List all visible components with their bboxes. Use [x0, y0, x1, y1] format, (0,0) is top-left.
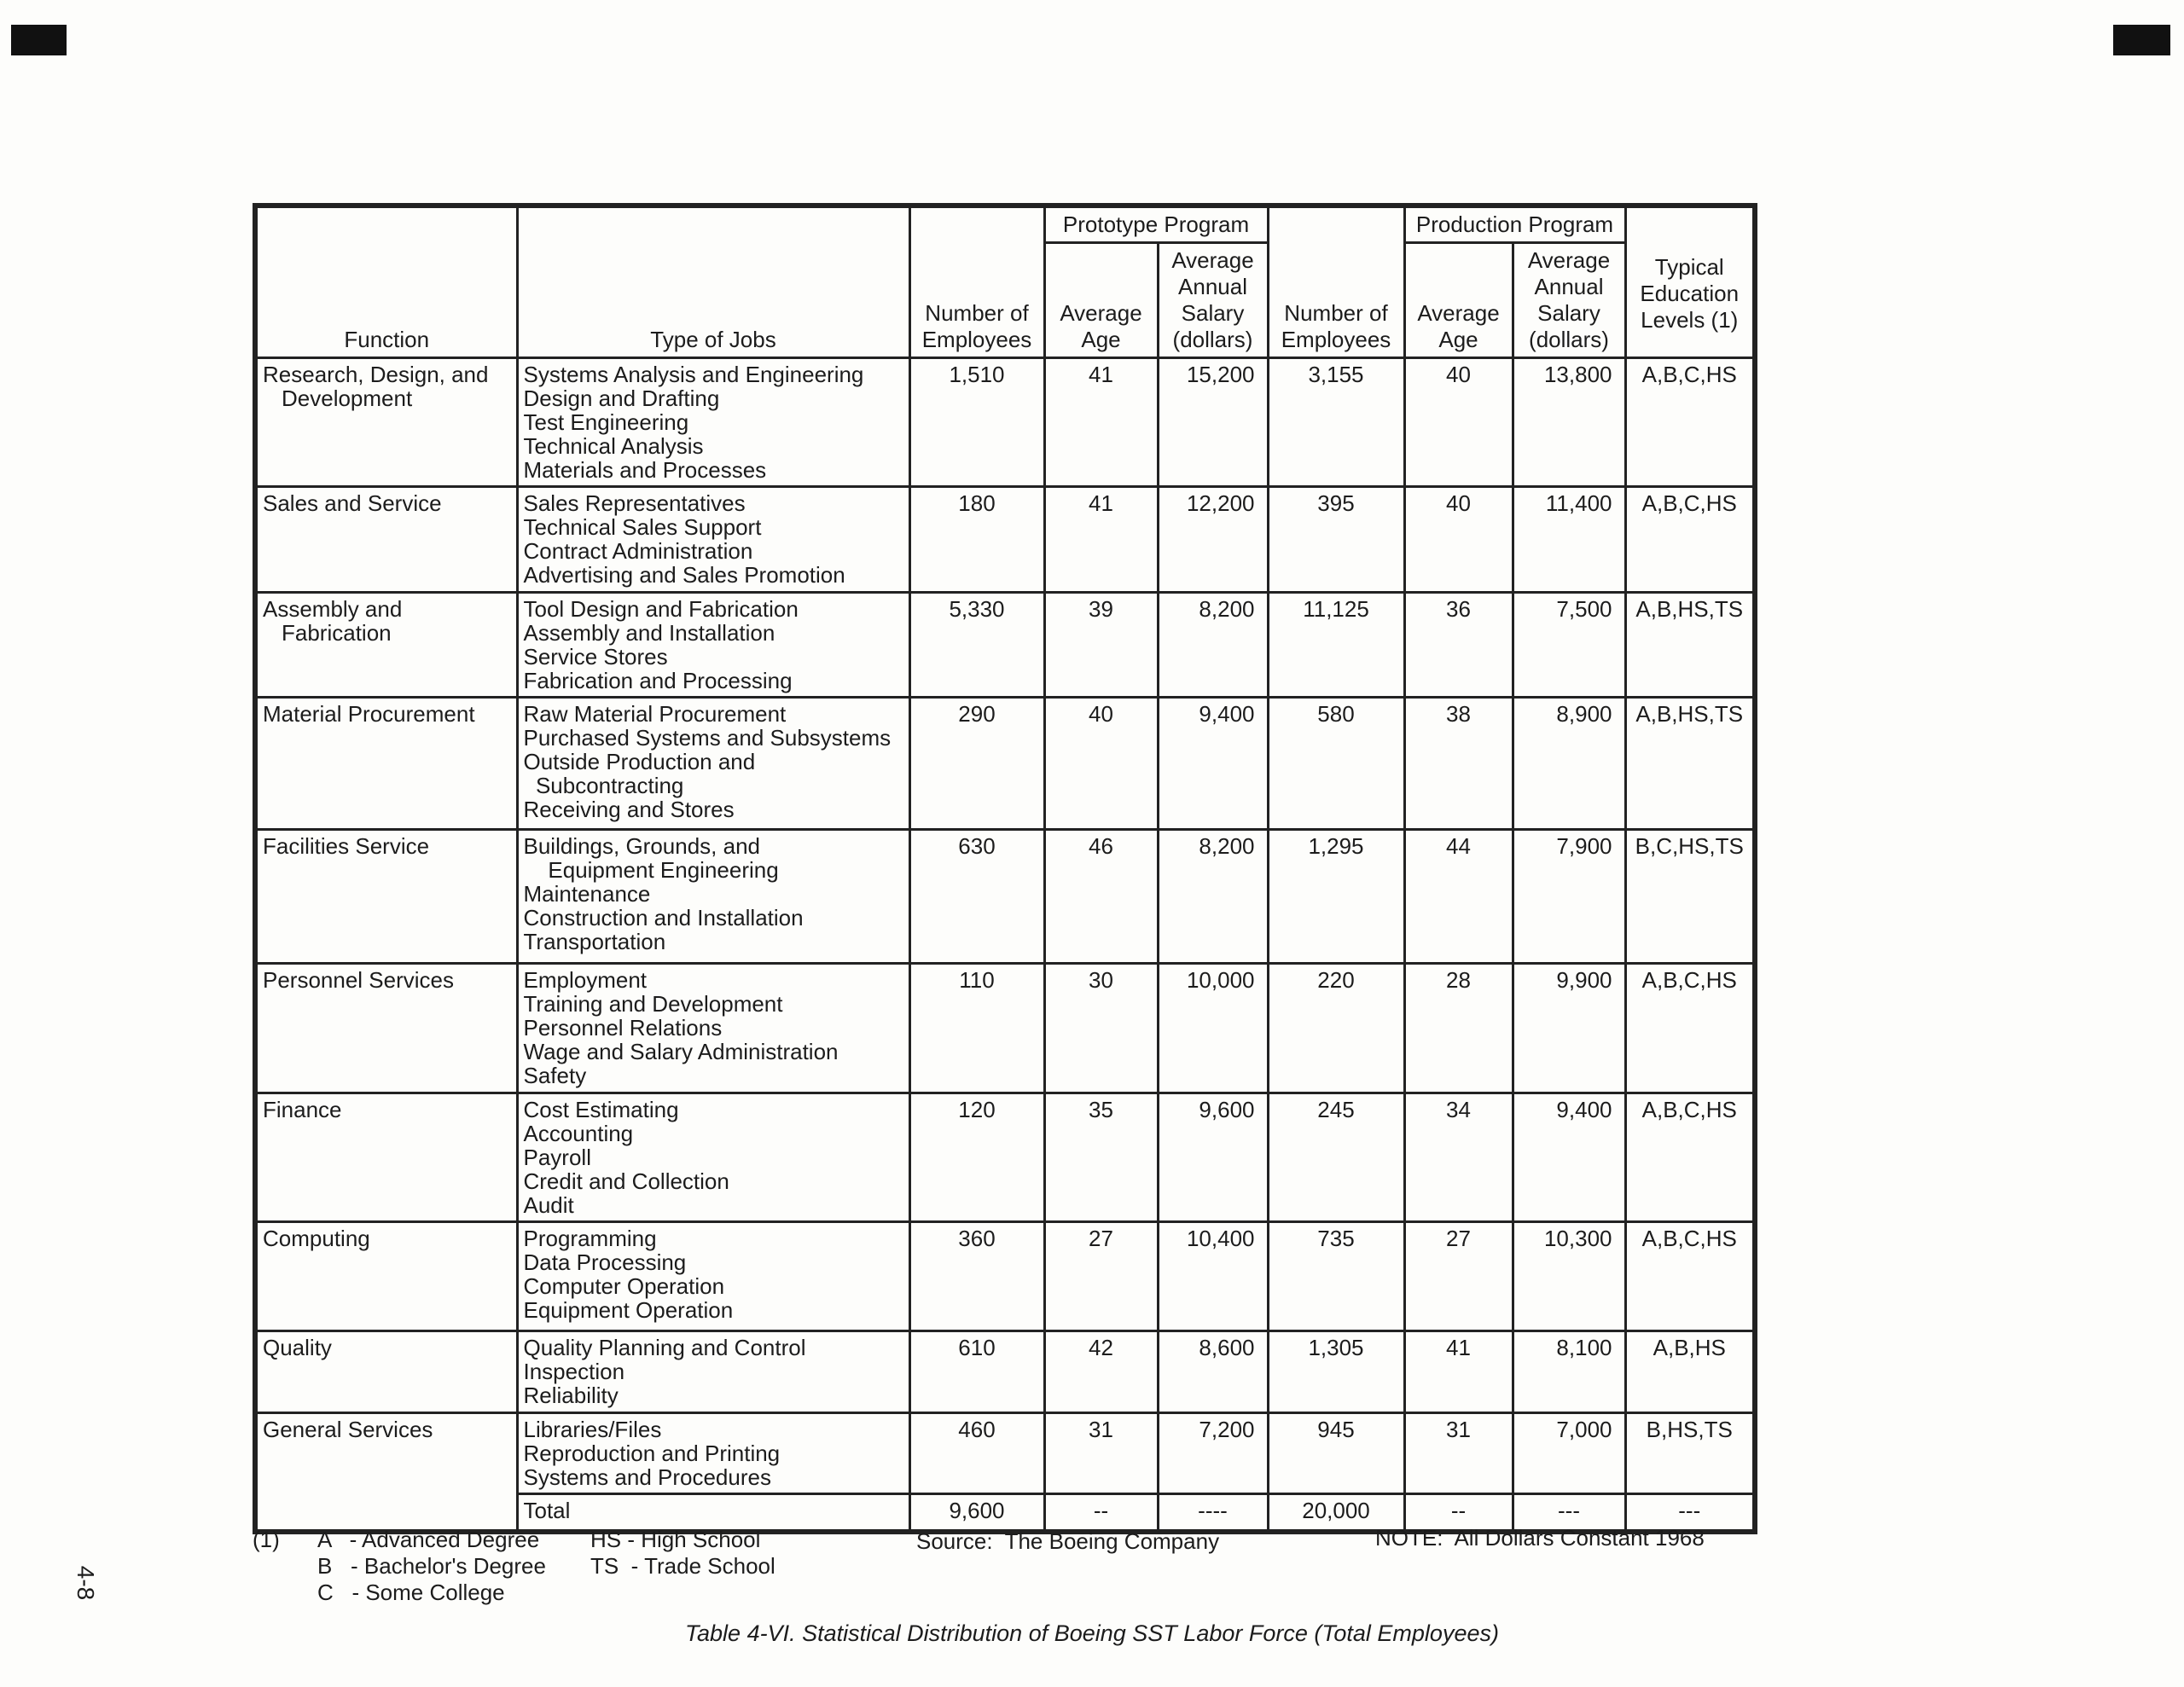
table-row — [255, 1222, 1755, 1331]
prod-sal-cell: 9,400 — [1513, 1093, 1625, 1222]
table-row — [255, 1413, 1755, 1494]
total-prod-emp: 20,000 — [1268, 1494, 1404, 1532]
job-item: Tool Design and Fabrication — [523, 596, 799, 622]
table-row — [255, 698, 1755, 830]
footnote-a: A - Advanced Degree — [317, 1527, 540, 1552]
proto-sal-cell: 8,200 — [1158, 593, 1268, 698]
registration-mark-left — [11, 25, 67, 55]
prod-sal-cell: 9,900 — [1513, 964, 1625, 1093]
total-prod-age: -- — [1404, 1494, 1513, 1532]
header-prototype-program: Prototype Program — [1044, 206, 1268, 243]
proto-age-cell: 30 — [1044, 964, 1158, 1093]
page-number: 4-8 — [73, 1565, 100, 1601]
proto-sal-cell: 8,200 — [1158, 830, 1268, 964]
prod-age-cell: 38 — [1404, 698, 1513, 830]
header-proto-age: Average Age — [1044, 243, 1158, 358]
jobs-cell — [517, 964, 909, 1093]
job-item: Reproduction and Printing — [523, 1441, 781, 1466]
prod-emp-cell: 1,305 — [1268, 1331, 1404, 1413]
proto-emp-cell: 110 — [909, 964, 1044, 1093]
prod-emp-cell: 3,155 — [1268, 358, 1404, 487]
prod-age-cell: 41 — [1404, 1331, 1513, 1413]
job-item: Test Engineering — [523, 409, 689, 435]
function-label: Computing — [263, 1226, 370, 1251]
jobs-cell — [517, 593, 909, 698]
function-label: Sales and Service — [263, 490, 442, 516]
table-row — [255, 358, 1755, 487]
jobs-cell — [517, 1222, 909, 1331]
job-item: Maintenance — [523, 881, 651, 907]
prod-age-cell: 31 — [1404, 1413, 1513, 1494]
proto-sal-cell: 15,200 — [1158, 358, 1268, 487]
job-item: Technical Analysis — [523, 433, 704, 459]
job-item: Safety — [523, 1063, 587, 1088]
header-prod-salary: Average Annual Salary (dollars) — [1513, 243, 1625, 358]
job-item: Sales Representatives — [523, 490, 746, 516]
job-item: Personnel Relations — [523, 1015, 723, 1041]
job-item: Fabrication and Processing — [523, 668, 793, 693]
total-edu: --- — [1625, 1494, 1755, 1532]
function-cell — [255, 358, 517, 487]
prod-emp-cell: 11,125 — [1268, 593, 1404, 698]
proto-emp-cell: 180 — [909, 487, 1044, 593]
proto-age-cell: 39 — [1044, 593, 1158, 698]
job-item: Materials and Processes — [523, 457, 767, 483]
proto-sal-cell: 10,000 — [1158, 964, 1268, 1093]
table-row — [255, 487, 1755, 593]
total-proto-emp: 9,600 — [909, 1494, 1044, 1532]
prod-emp-cell: 245 — [1268, 1093, 1404, 1222]
prod-sal-cell: 10,300 — [1513, 1222, 1625, 1331]
prod-emp-cell: 1,295 — [1268, 830, 1404, 964]
job-item: Systems and Procedures — [523, 1464, 771, 1490]
jobs-cell — [517, 487, 909, 593]
prod-emp-cell: 735 — [1268, 1222, 1404, 1331]
function-cell — [255, 1093, 517, 1222]
footnote-ts: TS - Trade School — [590, 1553, 775, 1579]
header-production-program: Production Program — [1404, 206, 1625, 243]
edu-cell: A,B,C,HS — [1625, 1093, 1755, 1222]
function-cell — [255, 698, 517, 830]
function-cell — [255, 830, 517, 964]
function-label: General Services — [263, 1417, 433, 1442]
prod-sal-cell: 8,100 — [1513, 1331, 1625, 1413]
job-item: Payroll — [523, 1145, 591, 1170]
header-proto-employees: Number of Employees — [909, 206, 1044, 358]
edu-cell: A,B,C,HS — [1625, 358, 1755, 487]
job-item: Programming — [523, 1226, 657, 1251]
function-cell — [255, 964, 517, 1093]
proto-age-cell: 27 — [1044, 1222, 1158, 1331]
table-row — [255, 593, 1755, 698]
job-item: Wage and Salary Administration — [523, 1039, 839, 1064]
proto-emp-cell: 460 — [909, 1413, 1044, 1494]
prod-age-cell: 36 — [1404, 593, 1513, 698]
job-item: Transportation — [523, 929, 666, 954]
proto-sal-cell: 7,200 — [1158, 1413, 1268, 1494]
function-cell — [255, 1222, 517, 1331]
total-label: Total — [517, 1494, 909, 1532]
prod-emp-cell: 220 — [1268, 964, 1404, 1093]
edu-cell: A,B,HS — [1625, 1331, 1755, 1413]
jobs-cell — [517, 830, 909, 964]
table-row — [255, 1093, 1755, 1222]
job-item: Inspection — [523, 1359, 625, 1384]
prod-age-cell: 27 — [1404, 1222, 1513, 1331]
proto-sal-cell: 9,600 — [1158, 1093, 1268, 1222]
proto-emp-cell: 290 — [909, 698, 1044, 830]
table-row — [255, 830, 1755, 964]
table-row — [255, 1331, 1755, 1413]
function-cell — [255, 1331, 517, 1413]
job-item: Subcontracting — [523, 773, 684, 798]
labor-force-table — [253, 203, 1757, 1534]
function-label: Facilities Service — [263, 833, 430, 859]
proto-age-cell: 35 — [1044, 1093, 1158, 1222]
total-proto-sal: ---- — [1158, 1494, 1268, 1532]
total-prod-sal: --- — [1513, 1494, 1625, 1532]
job-item: Design and Drafting — [523, 386, 720, 411]
job-item: Credit and Collection — [523, 1168, 729, 1194]
proto-age-cell: 41 — [1044, 487, 1158, 593]
function-cell — [255, 1413, 517, 1532]
function-label: Fabrication — [282, 620, 392, 646]
registration-mark-right — [2113, 25, 2170, 55]
job-item: Assembly and Installation — [523, 620, 775, 646]
job-item: Equipment Operation — [523, 1297, 734, 1323]
function-label: Finance — [263, 1097, 342, 1122]
job-item: Service Stores — [523, 644, 668, 670]
prod-sal-cell: 11,400 — [1513, 487, 1625, 593]
jobs-cell — [517, 698, 909, 830]
proto-age-cell: 46 — [1044, 830, 1158, 964]
function-label: Assembly and — [263, 596, 403, 622]
job-item: Raw Material Procurement — [523, 701, 787, 727]
proto-sal-cell: 12,200 — [1158, 487, 1268, 593]
job-item: Libraries/Files — [523, 1417, 662, 1442]
prod-age-cell: 28 — [1404, 964, 1513, 1093]
job-item: Advertising and Sales Promotion — [523, 562, 845, 588]
function-label: Research, Design, and — [263, 362, 489, 387]
jobs-cell — [517, 358, 909, 487]
edu-cell: B,C,HS,TS — [1625, 830, 1755, 964]
job-item: Quality Planning and Control — [523, 1335, 806, 1360]
footnote-b: B - Bachelor's Degree — [317, 1553, 546, 1579]
job-item: Technical Sales Support — [523, 514, 762, 540]
proto-emp-cell: 1,510 — [909, 358, 1044, 487]
function-label: Material Procurement — [263, 701, 475, 727]
function-label: Development — [282, 386, 413, 411]
function-cell — [255, 487, 517, 593]
header-proto-salary: Average Annual Salary (dollars) — [1158, 243, 1268, 358]
prod-age-cell: 34 — [1404, 1093, 1513, 1222]
proto-emp-cell: 5,330 — [909, 593, 1044, 698]
proto-sal-cell: 10,400 — [1158, 1222, 1268, 1331]
header-prod-employees: Number of Employees — [1268, 206, 1404, 358]
function-cell — [255, 593, 517, 698]
table-row — [255, 964, 1755, 1093]
table-caption: Table 4-VI. Statistical Distribution of Boeing SST Labor Force (Total Employees) — [685, 1620, 1499, 1646]
job-item: Buildings, Grounds, and — [523, 833, 761, 859]
job-item: Contract Administration — [523, 538, 753, 564]
edu-cell: A,B,C,HS — [1625, 487, 1755, 593]
jobs-cell — [517, 1093, 909, 1222]
header-function: Function — [255, 206, 517, 358]
job-item: Training and Development — [523, 991, 783, 1017]
proto-emp-cell: 120 — [909, 1093, 1044, 1222]
job-item: Systems Analysis and Engineering — [523, 362, 864, 387]
job-item: Data Processing — [523, 1249, 687, 1275]
prod-sal-cell: 7,500 — [1513, 593, 1625, 698]
edu-cell: B,HS,TS — [1625, 1413, 1755, 1494]
source-note: Source: The Boeing Company — [916, 1528, 1220, 1554]
dollars-note: NOTE: All Dollars Constant 1968 — [1375, 1525, 1705, 1551]
proto-age-cell: 42 — [1044, 1331, 1158, 1413]
job-item: Construction and Installation — [523, 905, 804, 930]
function-label: Quality — [263, 1335, 332, 1360]
prod-age-cell: 44 — [1404, 830, 1513, 964]
jobs-cell — [517, 1413, 909, 1494]
job-item: Receiving and Stores — [523, 797, 735, 822]
function-label: Personnel Services — [263, 967, 454, 993]
job-item: Employment — [523, 967, 647, 993]
proto-age-cell: 40 — [1044, 698, 1158, 830]
job-item: Reliability — [523, 1383, 619, 1408]
prod-emp-cell: 395 — [1268, 487, 1404, 593]
proto-sal-cell: 8,600 — [1158, 1331, 1268, 1413]
proto-emp-cell: 610 — [909, 1331, 1044, 1413]
prod-sal-cell: 7,000 — [1513, 1413, 1625, 1494]
header-prod-age: Average Age — [1404, 243, 1513, 358]
prod-sal-cell: 8,900 — [1513, 698, 1625, 830]
footnote-hs: HS - High School — [590, 1527, 761, 1552]
proto-sal-cell: 9,400 — [1158, 698, 1268, 830]
job-item: Purchased Systems and Subsystems — [523, 725, 892, 751]
job-item: Outside Production and — [523, 749, 756, 774]
prod-emp-cell: 580 — [1268, 698, 1404, 830]
job-item: Equipment Engineering — [523, 857, 779, 883]
job-item: Audit — [523, 1192, 574, 1218]
header-education-levels: Typical Education Levels (1) — [1625, 206, 1755, 358]
proto-emp-cell: 630 — [909, 830, 1044, 964]
footnote-c: C - Some College — [317, 1580, 505, 1605]
job-item: Computer Operation — [523, 1273, 725, 1299]
proto-emp-cell: 360 — [909, 1222, 1044, 1331]
edu-cell: A,B,C,HS — [1625, 964, 1755, 1093]
prod-age-cell: 40 — [1404, 358, 1513, 487]
jobs-cell — [517, 1331, 909, 1413]
prod-emp-cell: 945 — [1268, 1413, 1404, 1494]
job-item: Accounting — [523, 1121, 634, 1146]
header-type-of-jobs: Type of Jobs — [517, 206, 909, 358]
prod-age-cell: 40 — [1404, 487, 1513, 593]
proto-age-cell: 31 — [1044, 1413, 1158, 1494]
prod-sal-cell: 7,900 — [1513, 830, 1625, 964]
edu-cell: A,B,C,HS — [1625, 1222, 1755, 1331]
edu-cell: A,B,HS,TS — [1625, 698, 1755, 830]
edu-cell: A,B,HS,TS — [1625, 593, 1755, 698]
job-item: Cost Estimating — [523, 1097, 679, 1122]
footnote-marker: (1) — [253, 1527, 280, 1552]
proto-age-cell: 41 — [1044, 358, 1158, 487]
prod-sal-cell: 13,800 — [1513, 358, 1625, 487]
total-proto-age: -- — [1044, 1494, 1158, 1532]
